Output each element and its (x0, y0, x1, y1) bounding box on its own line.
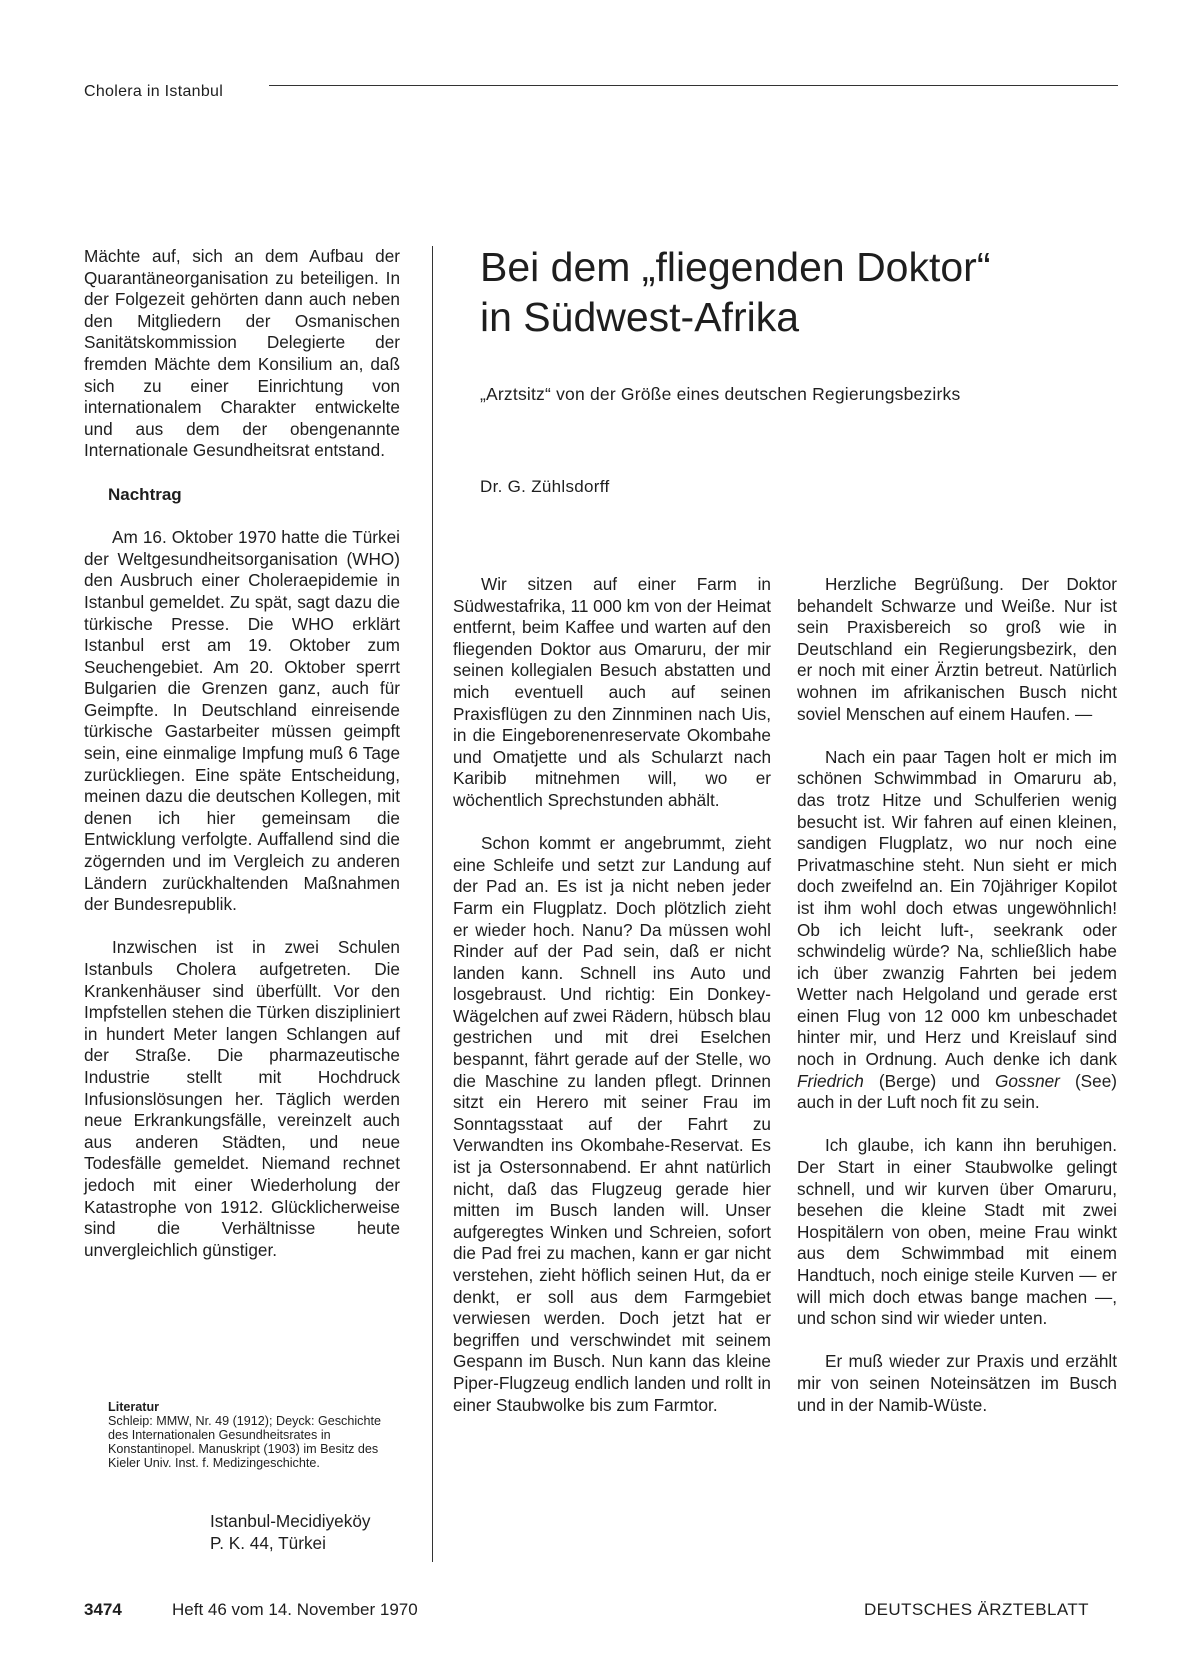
article-paragraph-4 (797, 747, 1117, 1114)
right-column (797, 574, 1117, 1416)
address-line-1: Istanbul-Mecidiyeköy (210, 1511, 371, 1531)
nachtrag-paragraph-2: Inzwischen ist in zwei Schulen Istanbuls Cholera aufgetreten. Die Krankenhäuser sind überfüllt. Vor den Impfstellen stehen die Türken diszipliniert in hundert Meter langen Schlangen auf der Straße. Die pharmazeutische Industrie stellt mit Hochdruck Infusionslösungen her. Täglich werden neue Erkrankungsfälle, vereinzelt auch aus anderen Städten, und neue Todesfälle gemeldet. Niemand rechnet jedoch mit einer Wiederholung der Katastrophe von 1912. Glücklicherweise sind die Verhältnisse heute unvergleichlich günstiger. (84, 937, 400, 1260)
paragraph-4-part-a: Nach ein paar Tagen holt er mich im schönen Schwimmbad in Omaruru ab, das trotz Hitze und Schulferien wenig besucht ist. Wir fahren auf einen kleinen, sandigen Flugplatz, wo nur noch eine Privatmaschine steht. Nun sieht er mich doch zweifelnd an. Ein 70jähriger Kopilot ist ihm wohl doch etwas ungewöhnlich! Ob ich leicht luft-, seekrank oder schwindelig würde? Na, schließlich habe ich über zwanzig Fahrten bei jedem Wetter nach Helgoland und gerade erst einen Flug von 12 000 km unbeschadet hinter mir, und Herz und Kreislauf sind noch in Ordnung. Auch denke ich dank (797, 746, 1117, 1070)
literature-text: Schleip: MMW, Nr. 49 (1912); Deyck: Geschichte des Internationalen Gesundheitsrates in Konstantinopel. Manuskript (1903) im Besitz des Kieler Univ. Inst. f. Medizingeschichte. (108, 1414, 381, 1470)
article-title-line-1: Bei dem „fliegenden Doktor“ (480, 244, 991, 290)
left-column (84, 246, 400, 1261)
article-paragraph-1: Wir sitzen auf einer Farm in Südwestafrika, 11 000 km von der Heimat entfernt, beim Kaffee und warten auf den fliegenden Doktor aus Omaruru, der mir seinen kollegialen Besuch abstatten und mich eventuell auch auf seinen Praxisflügen zu den Zinnminen nach Uis, in die Eingeborenenreservate Okombahe und Omatjette und als Schularzt nach Karibib mitnehmen will, wo er wöchentlich Sprechstunden abhält. (453, 574, 771, 810)
header-rule (269, 85, 1118, 86)
column-divider (432, 246, 433, 1562)
name-friedrich: Friedrich (797, 1070, 864, 1091)
journal-name: DEUTSCHES ÄRZTEBLATT (864, 1600, 1089, 1619)
article-title-line-2: in Südwest-Afrika (480, 294, 800, 340)
paragraph-4-part-c: (See) auch in der Luft noch fit zu sein. (797, 1070, 1117, 1113)
middle-column (453, 574, 771, 1416)
running-head: Cholera in Istanbul (84, 83, 224, 100)
article-title (480, 242, 1120, 342)
page-number: 3474 (84, 1600, 122, 1619)
literature-heading: Literatur (108, 1400, 160, 1414)
address-line-2: P. K. 44, Türkei (210, 1533, 326, 1553)
article-author: Dr. G. Zühlsdorff (480, 477, 610, 496)
section-heading-nachtrag: Nachtrag (108, 484, 182, 504)
paragraph-4-part-b: (Berge) und (863, 1070, 995, 1091)
name-gossner: Gossner (994, 1070, 1060, 1091)
literature-block (84, 1400, 402, 1470)
article-paragraph-2: Schon kommt er angebrummt, zieht eine Schleife und setzt zur Landung auf der Pad an. Es ist ja nicht neben jeder Farm ein Flugplatz. Doch plötzlich zieht er wieder hoch. Nanu? Da müssen wohl Rinder auf der Pad sein, daß er nicht landen kann. Schnell ins Auto und losgebraust. Und richtig: Ein Donkey-Wägelchen auf zwei Rädern, hübsch blau gestrichen und mit drei Eselchen bespannt, fährt gerade auf der Stelle, wo die Maschine zu landen pflegt. Drinnen sitzt ein Herero mit seiner Frau im Sonntagsstaat auf der Fahrt zu Verwandten ins Okombahe-Reservat. Es ist ja Ostersonnabend. Er ahnt natürlich nicht, daß das Flugzeug gerade hier mitten im Busch landen will. Unser aufgeregtes Winken und Schreien, sofort die Pad frei zu machen, kann er gar nicht verstehen, zieht höflich seinen Hut, da er denkt, er soll aus dem Farmgebiet verwiesen werden. Doch jetzt hat er begriffen und verschwindet mit seinem Gespann im Busch. Nun kann das kleine Piper-Flugzeug endlich landen und rollt in einer Staubwolke bis zum Farmtor. (453, 833, 771, 1415)
author-address (210, 1510, 371, 1554)
nachtrag-paragraph-1: Am 16. Oktober 1970 hatte die Türkei der Weltgesundheitsorganisation (WHO) den Ausbruch einer Choleraepidemie in Istanbul gemeldet. Zu spät, sagt dazu die türkische Presse. Die WHO erklärt Istanbul erst am 19. Oktober zum Seuchengebiet. Am 20. Oktober sperrt Bulgarien die Grenzen ganz, auch für Geimpfte. In Deutschland einreisende türkische Gastarbeiter müssen geimpft sein, eine einmalige Impfung muß 6 Tage zurückliegen. Eine späte Entscheidung, meinen dazu die deutschen Kollegen, mit denen ich hier gemeinsam die Entwicklung verfolgte. Auffallend sind die zögernden und im Vergleich zu anderen Ländern zurückhaltenden Maßnahmen der Bundesrepublik. (84, 527, 400, 915)
continuation-paragraph: Mächte auf, sich an dem Aufbau der Quarantäneorganisation zu beteiligen. In der Folgezeit gehörten dann auch neben den Mitgliedern der Osmanischen Sanitätskommission Delegierte der fremden Mächte dem Konsilium an, daß sich zu einer Einrichtung von internationalem Charakter entwickelte und aus dem der obengenannte Internationale Gesundheitsrat entstand. (84, 246, 400, 461)
article-subtitle: „Arztsitz“ von der Größe eines deutschen Regierungsbezirks (480, 384, 961, 404)
article-paragraph-6: Er muß wieder zur Praxis und erzählt mir von seinen Noteinsätzen im Busch und in der Namib-Wüste. (797, 1351, 1117, 1415)
article-paragraph-3: Herzliche Begrüßung. Der Doktor behandelt Schwarze und Weiße. Nur ist sein Praxisbereich so groß wie in Deutschland ein Regierungsbezirk, den er noch mit einer Ärztin betreut. Natürlich wohnen im afrikanischen Busch nicht soviel Menschen auf einem Haufen. — (797, 574, 1117, 724)
issue-info: Heft 46 vom 14. November 1970 (172, 1600, 418, 1619)
article-paragraph-5: Ich glaube, ich kann ihn beruhigen. Der Start in einer Staubwolke gelingt schnell, und wir kurven über Omaruru, besehen die kleine Stadt mit zwei Hospitälern von oben, meine Frau winkt aus dem Schwimmbad mit einem Handtuch, noch einige steile Kurven — er will mich doch etwas bange machen —, und schon sind wir wieder unten. (797, 1135, 1117, 1329)
